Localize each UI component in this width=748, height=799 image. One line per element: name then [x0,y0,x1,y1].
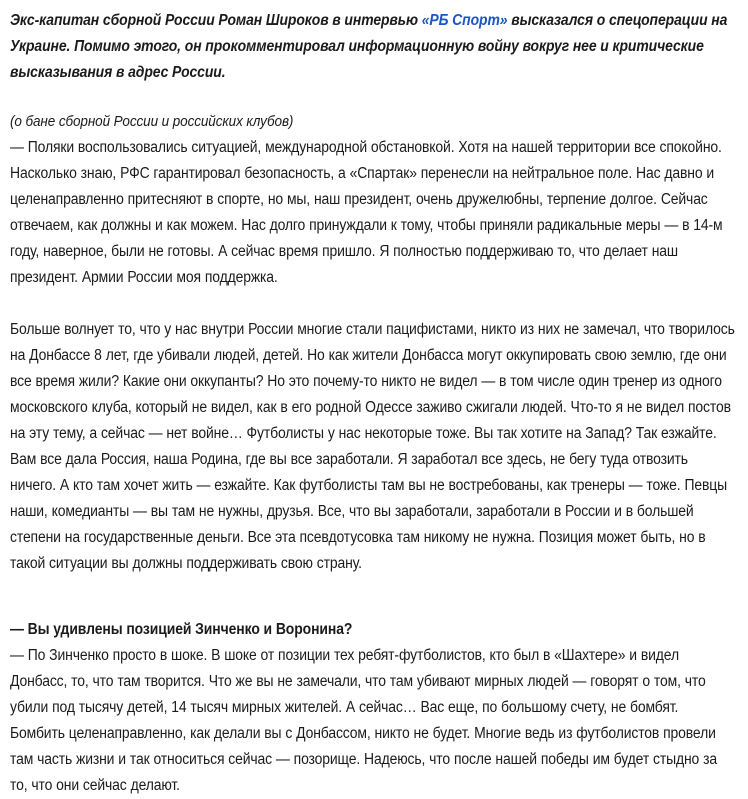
lead-text-after-link: высказался о спецоперации на Украине. Помимо этого, он прокомментировал информационную войну вокруг нее и критические высказывания в адрес России. [10,12,728,81]
answer-paragraph-1: — Поляки воспользовались ситуацией, международной обстановкой. Хотя на нашей территории все спокойно. Насколько знаю, РФС гарантировал безопасность, а «Спартак» перенесли на нейтральное поле. Нас давно и целенаправленно притесняют в спорте, но мы, наш президент, очень дружелюбны, терпение долгое. Сейчас отвечаем, как должны и как можем. Нас долго принуждали к тому, чтобы приняли радикальные меры — в 14-м году, наверное, были не готовы. А сейчас время пришло. Я полностью поддерживаю то, что делает наш президент. Армии России моя поддержка. [10,139,723,286]
lead-text-before-link: Экс-капитан сборной России Роман Широков в интервью [10,12,422,29]
interview-question-1: — Вы удивлены позицией Зинченко и Воронина? [10,621,353,638]
section-subheading: (о бане сборной России и российских клубов) [10,113,294,130]
answer-paragraph-2: Больше волнует то, что у нас внутри России многие стали пацифистами, никто из них не замечал, что творилось на Донбассе 8 лет, где убивали людей, детей. Но как жители Донбасса могут оккупировать свою землю, где они все время жили? Какие они оккупанты? Но это почему-то никто не видел — в том числе один тренер из одного московского клуба, который не видел, как в его родной Одессе заживо сжигали людей. Что-то я не видел постов на эту тему, а сейчас — нет войне… Футболисты у нас некоторые тоже. Вы так хотите на Запад? Так езжайте. Вам все дала Россия, наша Родина, где вы все заработали. Я заработал все здесь, не бегу туда отвозить ничего. А кто там хочет жить — езжайте. Как футболисты там вы не востребованы, как тренеры — тоже. Певцы наши, комедианты — вы там не нужны, друзья. Все, что вы заработали, заработали в России и в большей степени на государственные деньги. Все эта псевдотусовка там никому не нужна. Позиция может быть, но в такой ситуации вы должны поддерживать свою страну. [10,321,735,572]
article-lead-paragraph [10,8,737,86]
source-link-rb-sport[interactable]: «РБ Спорт» [421,12,508,29]
answer-paragraph-3: — По Зинченко просто в шоке. В шоке от позиции тех ребят-футболистов, кто был в «Шахтере» и видел Донбасс, то, что там творится. Что же вы не замечали, что там убивают мирных людей — говорят о том, что убили под тысячу детей, 14 тысяч мирных жителей. А сейчас… Вас еще, по большому счету, не бомбят. Бомбить целенаправленно, как делали вы с Донбассом, никто не будет. Многие ведь из футболистов провели там часть жизни и так относиться сейчас — позорище. Надеюсь, что после нашей победы им будет стыдно за то, что они сейчас делают. [10,647,717,794]
